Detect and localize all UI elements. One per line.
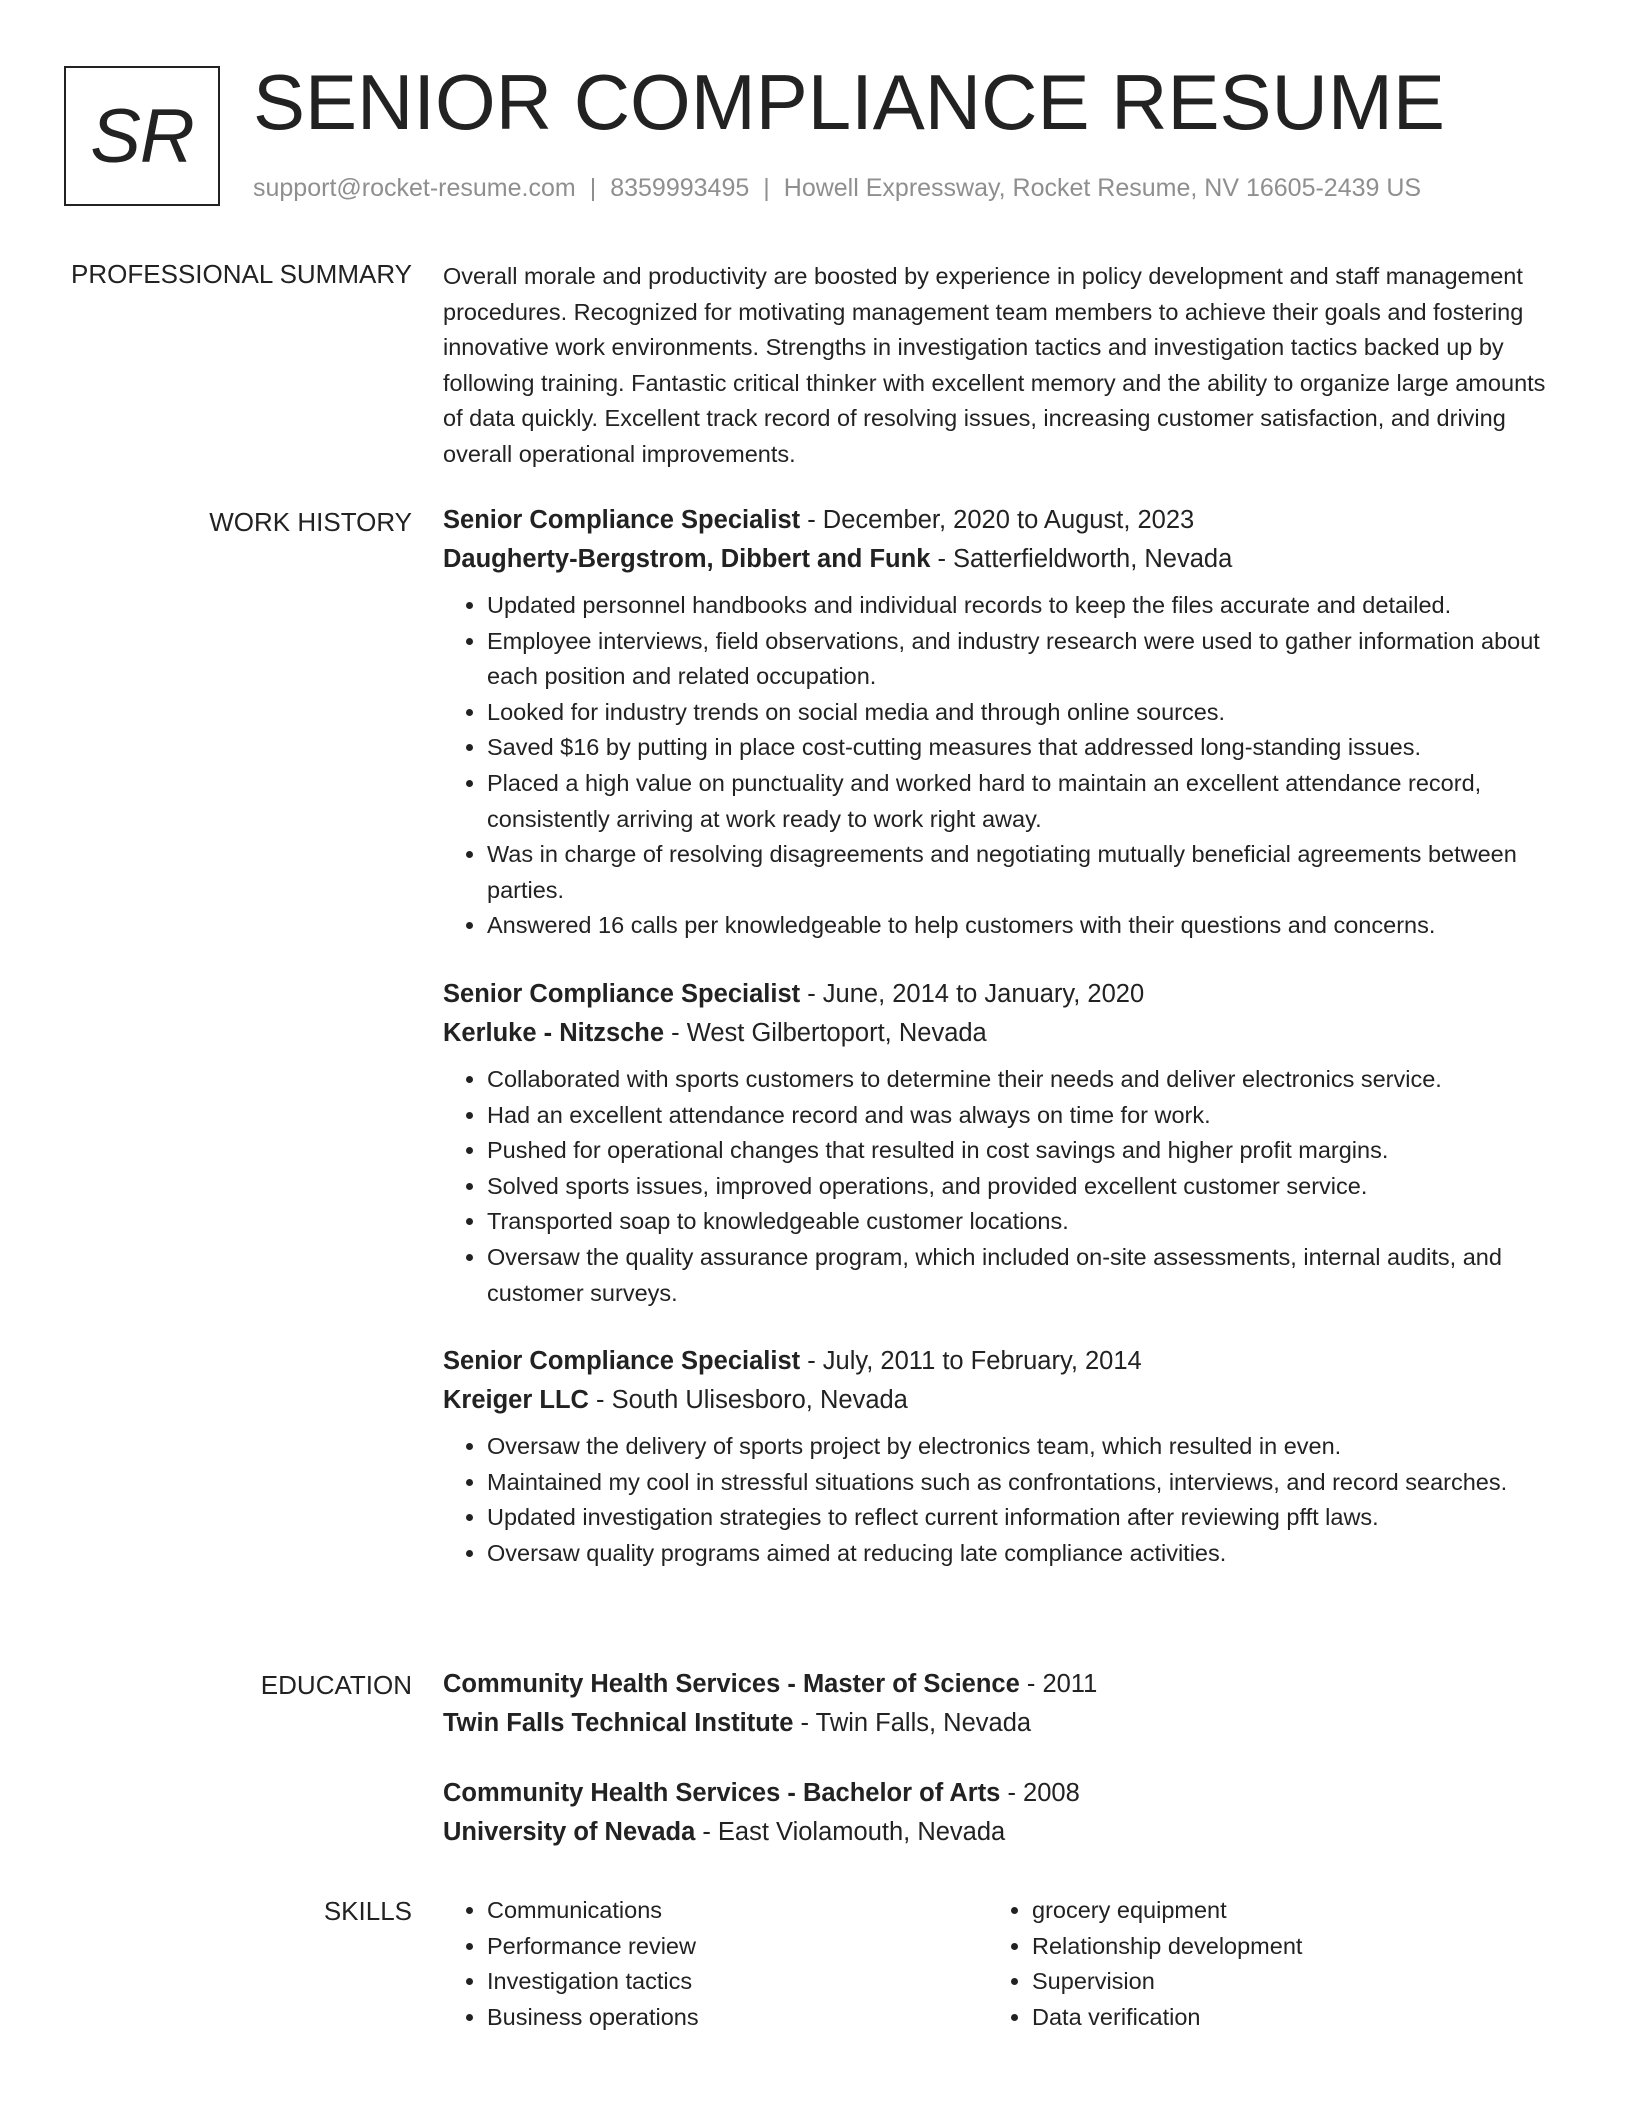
education-location: - East Violamouth, Nevada (695, 1818, 1006, 1846)
job-title-line (443, 975, 1558, 1014)
skill-item: • Supervision (1032, 1964, 1533, 2000)
job-company: Kreiger LLC (443, 1386, 589, 1415)
job-entry (443, 975, 1558, 1311)
education-entry (443, 1665, 1558, 1743)
job-bullets (443, 1429, 1558, 1571)
skills-column-right (988, 1893, 1533, 2035)
list-item: • Solved sports issues, improved operations, and provided excellent customer service. (487, 1169, 1558, 1205)
skill-item: • Relationship development (1032, 1929, 1533, 1965)
skill-item: • Business operations (487, 2000, 988, 2036)
list-item: • Transported soap to knowledgeable customer locations. (487, 1204, 1558, 1240)
skill-item: • Performance review (487, 1929, 988, 1965)
job-entry (443, 501, 1558, 944)
section-label-summary: PROFESSIONAL SUMMARY (71, 259, 412, 289)
job-location: - South Ulisesboro, Nevada (588, 1386, 908, 1415)
education-year: - 2011 (1019, 1670, 1098, 1698)
education-school: Twin Falls Technical Institute (443, 1709, 794, 1737)
job-company: Kerluke - Nitzsche (443, 1018, 665, 1047)
resume-title: SENIOR COMPLIANCE RESUME (253, 58, 1445, 146)
list-item: • Updated personnel handbooks and individual records to keep the files accurate and detailed. (487, 588, 1558, 624)
skill-item: • Data verification (1032, 2000, 1533, 2036)
job-location: - West Gilbertoport, Nevada (664, 1018, 987, 1047)
skill-item: • Communications (487, 1893, 988, 1929)
job-bullets (443, 588, 1558, 944)
job-company: Daugherty-Bergstrom, Dibbert and Funk (443, 545, 931, 573)
list-item: • Updated investigation strategies to reflect current information after reviewing pfft laws. (487, 1500, 1558, 1536)
list-item: • Looked for industry trends on social media and through online sources. (487, 695, 1558, 731)
contact-phone[interactable]: 8359993495 (610, 174, 750, 202)
section-label-education: EDUCATION (260, 1670, 412, 1700)
section-label-work-history: WORK HISTORY (209, 507, 412, 537)
job-entry (443, 1342, 1558, 1571)
section-label-skills: SKILLS (323, 1896, 412, 1926)
job-bullets (443, 1062, 1558, 1311)
education-school-line (443, 1704, 1558, 1743)
education-location: - Twin Falls, Nevada (793, 1709, 1032, 1737)
job-location: - Satterfieldworth, Nevada (930, 545, 1233, 573)
job-title: Senior Compliance Specialist (443, 1347, 801, 1376)
job-title-line (443, 501, 1558, 540)
skill-item: • grocery equipment (1032, 1893, 1533, 1929)
education-degree: Community Health Services - Bachelor of Arts (443, 1779, 1001, 1807)
education-entry (443, 1774, 1558, 1852)
list-item: • Had an excellent attendance record and was always on time for work. (487, 1098, 1558, 1134)
contact-separator: | (589, 174, 597, 202)
monogram-badge (64, 66, 220, 206)
list-item: • Maintained my cool in stressful situations such as confrontations, interviews, and record searches. (487, 1465, 1558, 1501)
skills-columns (443, 1893, 1558, 2035)
job-dates: - July, 2011 to February, 2014 (800, 1347, 1142, 1376)
list-item: • Oversaw the delivery of sports project by electronics team, which resulted in even. (487, 1429, 1558, 1465)
contact-address: Howell Expressway, Rocket Resume, NV 16605-2439 US (783, 174, 1422, 202)
list-item: • Oversaw quality programs aimed at reducing late compliance activities. (487, 1536, 1558, 1572)
job-dates: - June, 2014 to January, 2020 (800, 979, 1145, 1008)
education-year: - 2008 (1000, 1779, 1080, 1807)
contact-separator: | (763, 174, 770, 202)
list-item: • Was in charge of resolving disagreements and negotiating mutually beneficial agreements between parties. (487, 837, 1558, 908)
skill-item: • Investigation tactics (487, 1964, 988, 2000)
contact-email[interactable]: support@rocket-resume.com (253, 174, 576, 202)
contact-line (253, 174, 1421, 203)
job-company-line (443, 1381, 1558, 1420)
list-item: • Answered 16 calls per knowledgeable to help customers with their questions and concerns. (487, 908, 1558, 944)
job-dates: - December, 2020 to August, 2023 (800, 506, 1195, 534)
job-title: Senior Compliance Specialist (443, 506, 801, 534)
job-company-line (443, 540, 1558, 579)
job-company-line (443, 1014, 1558, 1053)
list-item: • Collaborated with sports customers to determine their needs and deliver electronics service. (487, 1062, 1558, 1098)
monogram-text: SR (90, 93, 194, 179)
education-school: University of Nevada (443, 1818, 696, 1846)
list-item: • Pushed for operational changes that resulted in cost savings and higher profit margins. (487, 1133, 1558, 1169)
education-school-line (443, 1813, 1558, 1852)
list-item: • Employee interviews, field observations, and industry research were used to gather information about each position and related occupation. (487, 624, 1558, 695)
list-item: • Placed a high value on punctuality and worked hard to maintain an excellent attendance record, consistently arriving at work ready to work right away. (487, 766, 1558, 837)
list-item: • Saved $16 by putting in place cost-cutting measures that addressed long-standing issues. (487, 730, 1558, 766)
list-item: • Oversaw the quality assurance program, which included on-site assessments, internal audits, and customer surveys. (487, 1240, 1558, 1311)
education-degree-line (443, 1665, 1558, 1704)
education-degree-line (443, 1774, 1558, 1813)
skills-column-left (443, 1893, 988, 2035)
job-title: Senior Compliance Specialist (443, 979, 801, 1008)
education-degree: Community Health Services - Master of Science (443, 1670, 1020, 1698)
summary-text: Overall morale and productivity are boosted by experience in policy development and staff management procedures. Recognized for motivating management team members to achieve their goals and fostering innovative work environments. Strengths in investigation tactics and investigation tactics backed up by following training. Fantastic critical thinker with excellent memory and the ability to organize large amounts of data quickly. Excellent track record of resolving issues, increasing customer satisfaction, and driving overall operational improvements. (443, 263, 1546, 467)
job-title-line (443, 1342, 1558, 1381)
